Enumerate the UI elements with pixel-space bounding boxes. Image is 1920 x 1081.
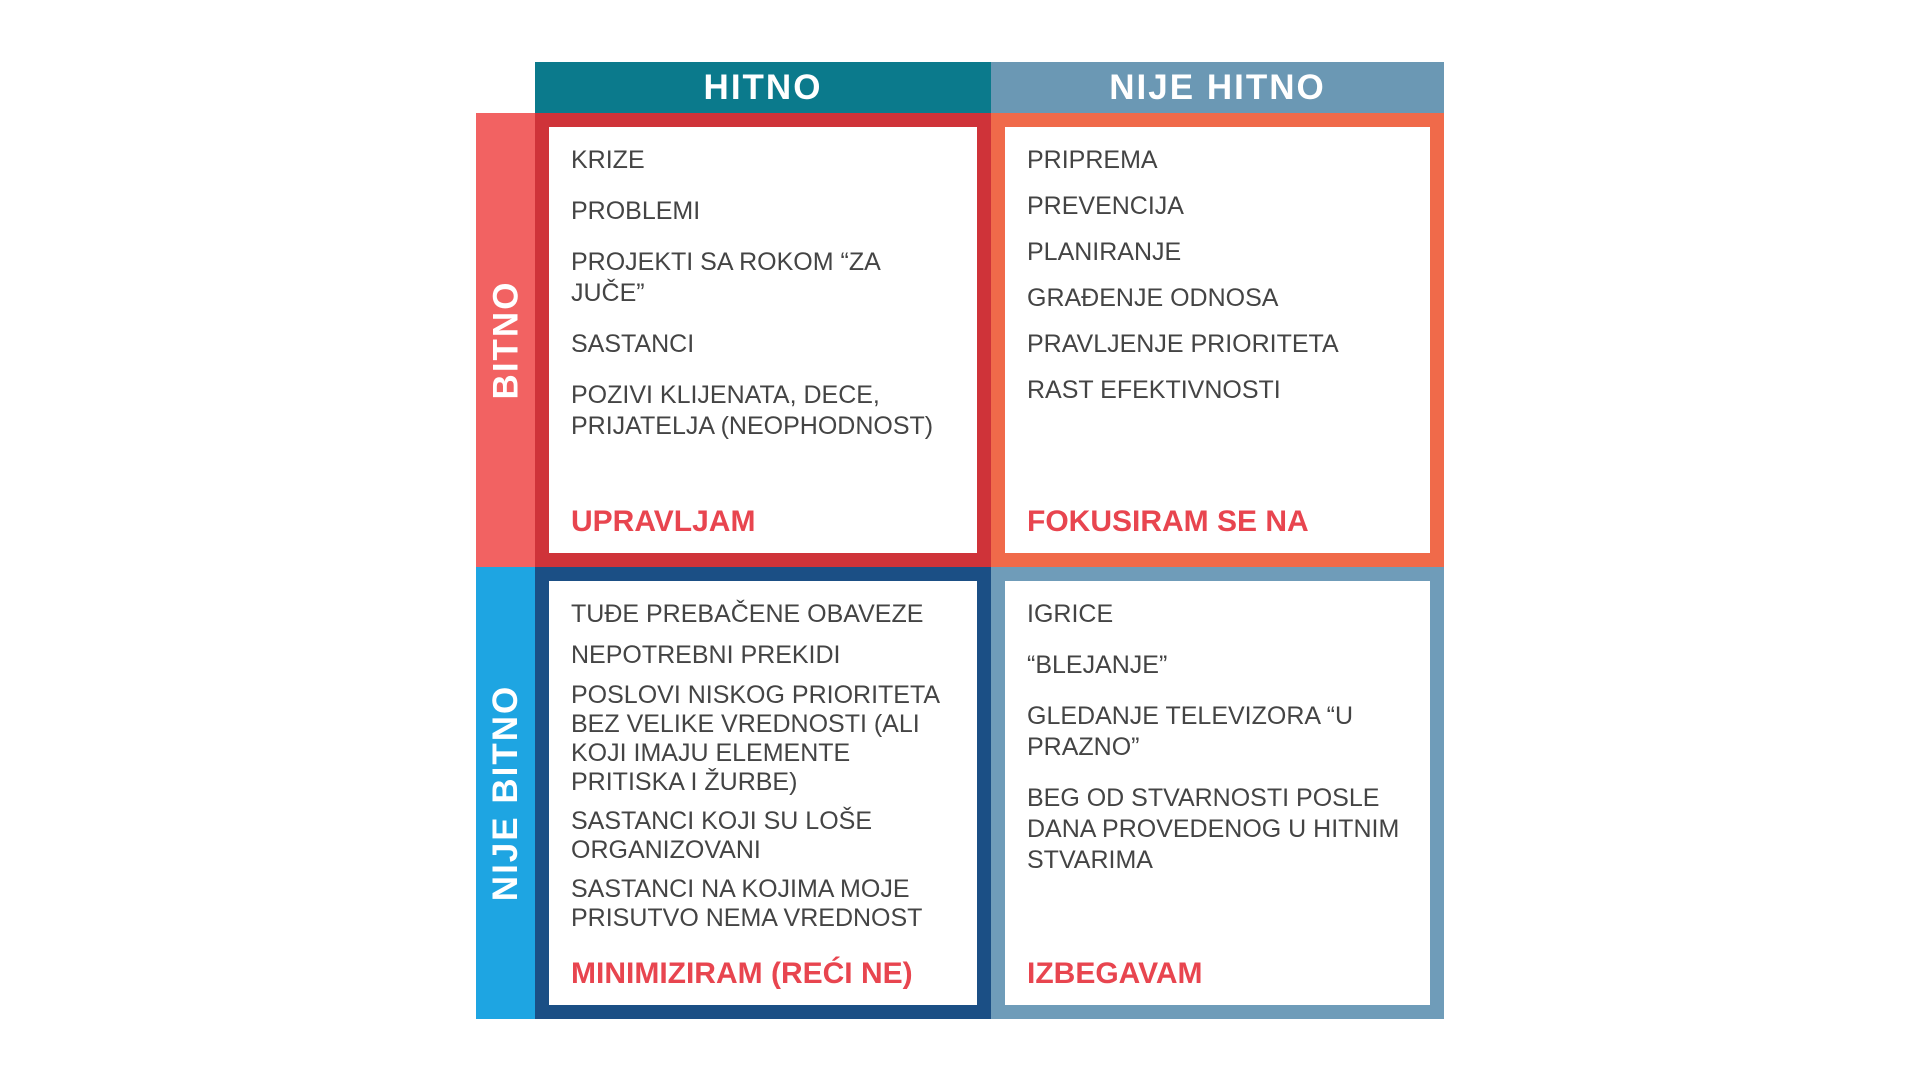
quadrant-urgent-not-important bbox=[535, 567, 991, 1019]
list-item: “BLEJANJE” bbox=[1027, 651, 1168, 679]
list-item: TUĐE PREBAČENE OBAVEZE bbox=[571, 600, 924, 628]
list-item: PROBLEMI bbox=[571, 197, 701, 225]
list-item: NEPOTREBNI PREKIDI bbox=[571, 641, 841, 669]
list-item: PRIPREMA bbox=[1027, 146, 1158, 174]
quadrant-not-urgent-not-important bbox=[991, 567, 1444, 1019]
quadrant-not-urgent-important bbox=[991, 113, 1444, 567]
column-header-label: HITNO bbox=[703, 68, 823, 107]
list-item: PRAVLJENJE PRIORITETA bbox=[1027, 330, 1339, 358]
quadrant-label: MINIMIZIRAM (REĆI NE) bbox=[571, 957, 913, 990]
list-item: SASTANCI KOJI SU LOŠE ORGANIZOVANI bbox=[571, 807, 873, 864]
column-header-not-urgent bbox=[991, 62, 1444, 114]
row-header-label: BITNO bbox=[486, 280, 526, 400]
list-item: PREVENCIJA bbox=[1027, 192, 1184, 220]
list-item: SASTANCI bbox=[571, 330, 695, 358]
row-header-label: NIJE BITNO bbox=[486, 684, 526, 902]
list-item: GLEDANJE TELEVIZORA “U PRAZNO” bbox=[1027, 702, 1354, 761]
row-header-important bbox=[476, 113, 536, 567]
list-item: RAST EFEKTIVNOSTI bbox=[1027, 376, 1281, 404]
list-item: POSLOVI NISKOG PRIORITETA BEZ VELIKE VREDNOSTI (ALI KOJI IMAJU ELEMENTE PRITISKA I ŽURBE) bbox=[571, 681, 939, 796]
list-item: POZIVI KLIJENATA, DECE, PRIJATELJA (NEOPHODNOST) bbox=[571, 381, 934, 440]
row-header-not-important bbox=[476, 567, 536, 1019]
list-item: KRIZE bbox=[571, 146, 645, 174]
list-item: PLANIRANJE bbox=[1027, 238, 1182, 266]
list-item: BEG OD STVARNOSTI POSLE DANA PROVEDENOG U HITNIM STVARIMA bbox=[1027, 784, 1400, 874]
list-item: SASTANCI NA KOJIMA MOJE PRISUTVO NEMA VREDNOST bbox=[571, 875, 923, 932]
column-header-urgent bbox=[535, 62, 991, 114]
quadrant-label: UPRAVLJAM bbox=[571, 505, 756, 538]
quadrant-label: IZBEGAVAM bbox=[1027, 957, 1203, 990]
list-item: PROJEKTI SA ROKOM “ZA JUČE” bbox=[571, 248, 880, 307]
column-header-label: NIJE HITNO bbox=[1109, 68, 1326, 107]
quadrant-urgent-important bbox=[535, 113, 991, 567]
quadrant-label: FOKUSIRAM SE NA bbox=[1027, 505, 1309, 538]
list-item: GRAĐENJE ODNOSA bbox=[1027, 284, 1279, 312]
list-item: IGRICE bbox=[1027, 600, 1114, 628]
